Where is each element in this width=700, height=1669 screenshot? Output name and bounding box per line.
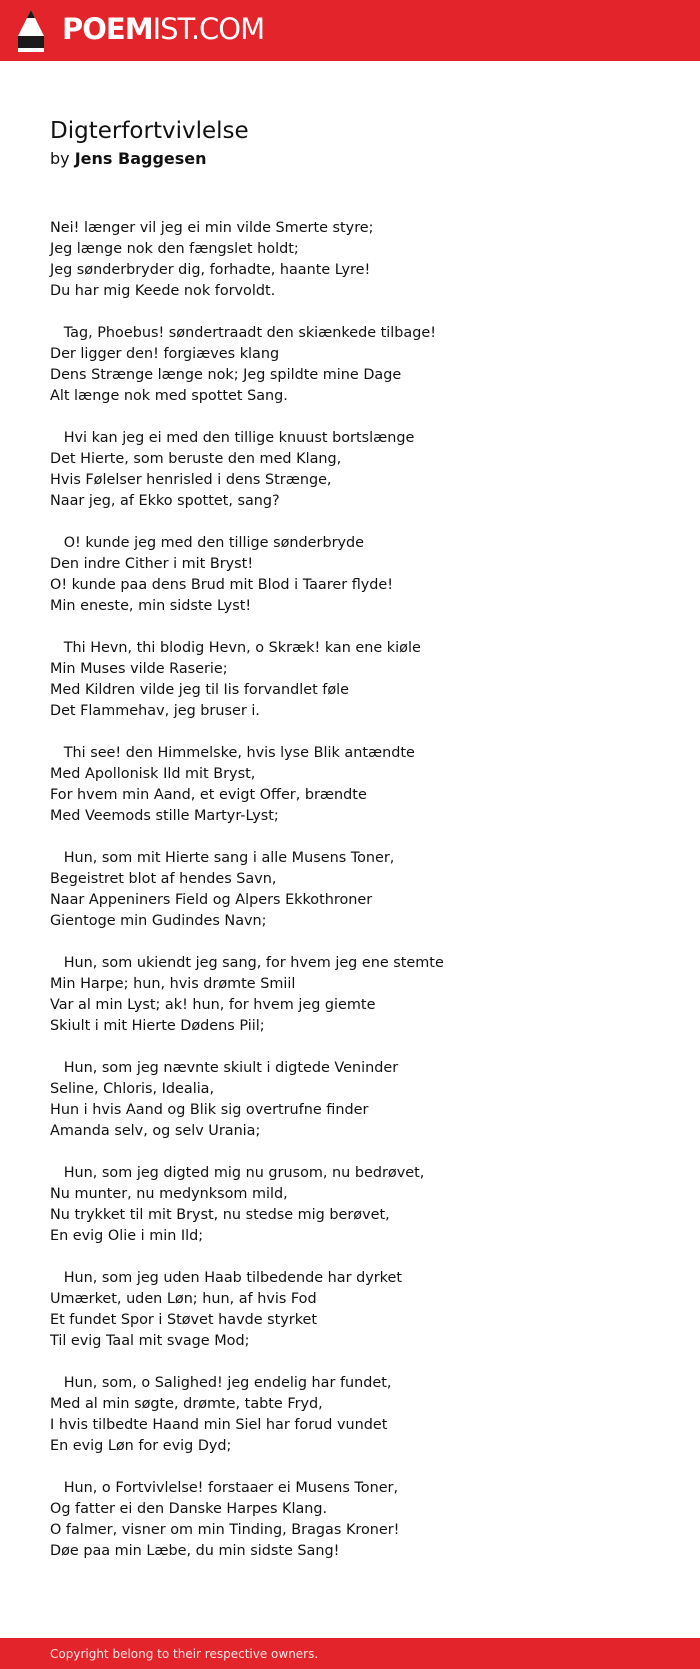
poem-line: Du har mig Keede nok forvoldt. — [50, 283, 276, 299]
poem-line: Thi see! den Himmelske, hvis lyse Blik antændte — [50, 745, 415, 761]
poem-stanza — [50, 743, 670, 827]
poem-line: Med al min søgte, drømte, tabte Fryd, — [50, 1396, 323, 1412]
poem-line: Et fundet Spor i Støvet havde styrket — [50, 1312, 318, 1328]
poem-line: Thi Hevn, thi blodig Hevn, o Skræk! kan ene kiøle — [50, 640, 421, 656]
byline-prefix: by — [50, 149, 70, 168]
poem-stanza — [50, 323, 670, 407]
poem-line: Alt længe nok med spottet Sang. — [50, 388, 288, 404]
poem-line: Døe paa min Læbe, du min sidste Sang! — [50, 1543, 340, 1559]
poem-line: Hun i hvis Aand og Blik sig overtrufne finder — [50, 1102, 369, 1118]
poem-title: Digterfortvivlelse — [50, 118, 249, 144]
poem-line: Dens Strænge længe nok; Jeg spildte mine Dage — [50, 367, 402, 383]
poem-line: Og fatter ei den Danske Harpes Klang. — [50, 1501, 328, 1517]
poem-line: Hun, som mit Hierte sang i alle Musens Toner, — [50, 850, 395, 866]
poem-line: Hun, som, o Salighed! jeg endelig har fundet, — [50, 1375, 392, 1391]
poem-line: Seline, Chloris, Idealia, — [50, 1081, 215, 1097]
poem-author[interactable]: Jens Baggesen — [74, 149, 207, 168]
copyright-notice: Copyright belong to their respective owners. — [50, 1647, 319, 1661]
poem-line: Hun, som jeg nævnte skiult i digtede Veninder — [50, 1060, 399, 1076]
poem-line: Gientoge min Gudindes Navn; — [50, 913, 267, 929]
poem-line: Jeg sønderbryder dig, forhadte, haante Lyre! — [50, 262, 371, 278]
poem-line: Tag, Phoebus! søndertraadt den skiænkede tilbage! — [50, 325, 437, 341]
site-footer — [0, 1638, 700, 1669]
pencil-tip-logo-icon[interactable] — [18, 10, 44, 52]
poem-stanza — [50, 1478, 670, 1562]
poem-line: Min Muses vilde Raserie; — [50, 661, 228, 677]
poem-line: Det Hierte, som beruste den med Klang, — [50, 451, 342, 467]
poem-stanza — [50, 533, 670, 617]
poem-line: Hvis Følelser henrisled i dens Strænge, — [50, 472, 332, 488]
poem-line: Skiult i mit Hierte Dødens Piil; — [50, 1018, 265, 1034]
poem-stanza — [50, 848, 670, 932]
poem-line: En evig Løn for evig Dyd; — [50, 1438, 232, 1454]
poem-line: Nu trykket til mit Bryst, nu stedse mig berøvet, — [50, 1207, 390, 1223]
poem-line: Hvi kan jeg ei med den tillige knuust bortslænge — [50, 430, 415, 446]
poem-stanza — [50, 1163, 670, 1247]
poem-line: Jeg længe nok den fængslet holdt; — [50, 241, 299, 257]
poem-line: Med Apollonisk Ild mit Bryst, — [50, 766, 256, 782]
poem-line: Min Harpe; hun, hvis drømte Smiil — [50, 976, 296, 992]
poem-line: Det Flammehav, jeg bruser i. — [50, 703, 260, 719]
poem-line: Min eneste, min sidste Lyst! — [50, 598, 252, 614]
poem-line: Den indre Cither i mit Bryst! — [50, 556, 254, 572]
poem-line: I hvis tilbedte Haand min Siel har forud vundet — [50, 1417, 388, 1433]
logo-text-light: IST.COM — [152, 12, 265, 46]
poem-line: Hun, som jeg uden Haab tilbedende har dyrket — [50, 1270, 402, 1286]
poem-body — [50, 218, 670, 1583]
poem-line: Begeistret blot af hendes Savn, — [50, 871, 277, 887]
poem-line: Naar jeg, af Ekko spottet, sang? — [50, 493, 280, 509]
logo-text-bold: POEM — [62, 12, 153, 46]
poem-line: O! kunde paa dens Brud mit Blod i Taarer flyde! — [50, 577, 394, 593]
poem-line: Amanda selv, og selv Urania; — [50, 1123, 261, 1139]
poem-line: Umærket, uden Løn; hun, af hvis Fod — [50, 1291, 317, 1307]
poem-stanza — [50, 1058, 670, 1142]
poem-line: Med Kildren vilde jeg til Iis forvandlet føle — [50, 682, 350, 698]
poem-line: Med Veemods stille Martyr-Lyst; — [50, 808, 279, 824]
poem-stanza — [50, 638, 670, 722]
poem-stanza — [50, 218, 670, 302]
poem-line: O! kunde jeg med den tillige sønderbryde — [50, 535, 364, 551]
poem-stanza — [50, 428, 670, 512]
poem-line: Naar Appeniners Field og Alpers Ekkothroner — [50, 892, 373, 908]
poem-line: Nu munter, nu medynksom mild, — [50, 1186, 288, 1202]
poem-line: Hun, som jeg digted mig nu grusom, nu bedrøvet, — [50, 1165, 425, 1181]
poem-line: O falmer, visner om min Tinding, Bragas Kroner! — [50, 1522, 400, 1538]
poem-line: For hvem min Aand, et evigt Offer, brændte — [50, 787, 367, 803]
poem-stanza — [50, 1373, 670, 1457]
poem-byline — [50, 148, 207, 170]
poem-line: En evig Olie i min Ild; — [50, 1228, 204, 1244]
poem-line: Hun, som ukiendt jeg sang, for hvem jeg ene stemte — [50, 955, 444, 971]
poem-stanza — [50, 953, 670, 1037]
poem-line: Til evig Taal mit svage Mod; — [50, 1333, 250, 1349]
poem-stanza — [50, 1268, 670, 1352]
poem-line: Hun, o Fortvivlelse! forstaaer ei Musens Toner, — [50, 1480, 399, 1496]
poem-line: Var al min Lyst; ak! hun, for hvem jeg giemte — [50, 997, 376, 1013]
site-header — [0, 0, 700, 61]
site-logo[interactable] — [62, 11, 264, 47]
poem-line: Nei! længer vil jeg ei min vilde Smerte styre; — [50, 220, 374, 236]
poem-line: Der ligger den! forgiæves klang — [50, 346, 280, 362]
